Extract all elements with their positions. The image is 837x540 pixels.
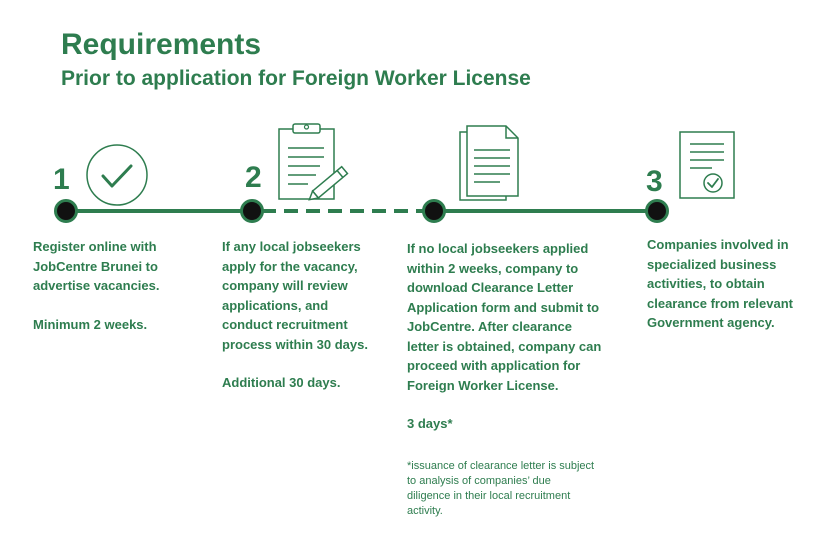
step-2b-line: JobCentre. After clearance — [407, 319, 572, 334]
step-number-1: 1 — [53, 163, 70, 196]
step-2b-line: Application form and submit to — [407, 299, 600, 315]
timeline-node-4 — [645, 199, 669, 223]
documents-stack-icon — [456, 124, 522, 204]
footnote-line: *issuance of clearance letter is subject — [407, 460, 595, 472]
footnote-line: diligence in their local recruitment — [407, 490, 571, 502]
step-1-line: Register online with — [33, 239, 157, 254]
step-3-description — [647, 235, 832, 333]
step-2b-line: letter is obtained, company can — [407, 338, 602, 354]
footnote-line: to analysis of companies’ due — [407, 475, 551, 487]
step-number-3: 3 — [646, 165, 663, 198]
step-2-duration: Additional 30 days. — [222, 375, 341, 390]
step-1-line: advertise vacancies. — [33, 278, 160, 293]
step-2b-line: download Clearance Letter — [407, 280, 574, 295]
step-2-line: process within 30 days. — [222, 336, 368, 352]
step-2b-line: Foreign Worker License. — [407, 377, 559, 393]
step-2-line: conduct recruitment — [222, 317, 348, 332]
timeline-node-1 — [54, 199, 78, 223]
step-2b-description — [407, 239, 637, 434]
step-2-line: company will review — [222, 278, 348, 293]
step-2b-line: If no local jobseekers applied — [407, 241, 589, 256]
step-3-line: clearance from relevant — [647, 295, 793, 311]
footnote-line: activity. — [407, 505, 443, 517]
timeline-node-3 — [422, 199, 446, 223]
step-2-description — [222, 237, 402, 393]
footnote — [407, 459, 627, 519]
timeline-segment-2-dashed — [262, 209, 430, 213]
step-1-description — [33, 237, 213, 334]
timeline-segment-1 — [66, 209, 252, 213]
step-2b-duration: 3 days* — [407, 416, 453, 431]
page-subtitle: Prior to application for Foreign Worker License — [61, 67, 531, 90]
step-3-line: activities, to obtain — [647, 276, 765, 291]
step-2b-line: within 2 weeks, company to — [407, 260, 579, 276]
page-title: Requirements — [61, 28, 262, 61]
step-1-line: JobCentre Brunei to — [33, 258, 158, 274]
timeline-segment-3 — [434, 209, 658, 213]
step-2-line: apply for the vacancy, — [222, 258, 358, 274]
checkmark-circle-icon — [84, 143, 150, 209]
step-3-line: Companies involved in — [647, 237, 789, 252]
step-2-line: If any local jobseekers — [222, 239, 361, 254]
step-3-line: specialized business — [647, 256, 777, 272]
step-2b-line: proceed with application for — [407, 358, 581, 373]
certificate-document-icon — [678, 130, 738, 202]
step-number-2: 2 — [245, 161, 262, 194]
clipboard-pencil-icon — [276, 122, 356, 202]
step-2-line: applications, and — [222, 297, 329, 313]
step-3-line: Government agency. — [647, 315, 775, 330]
timeline-node-2 — [240, 199, 264, 223]
step-1-duration: Minimum 2 weeks. — [33, 316, 148, 332]
